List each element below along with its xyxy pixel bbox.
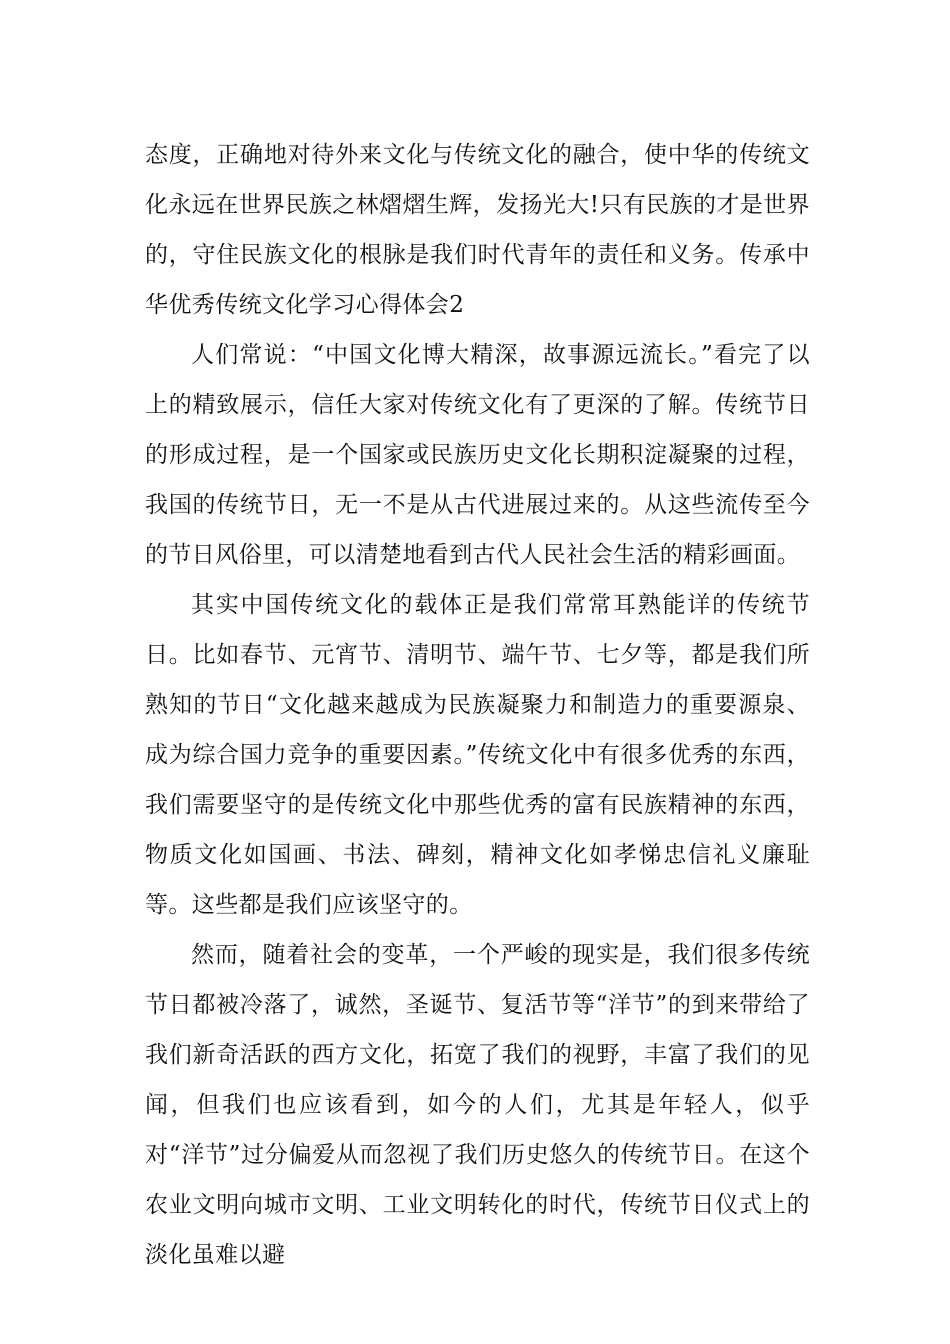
paragraph-festival-carrier: 其实中国传统文化的载体正是我们常常耳熟能详的传统节日。比如春节、元宵节、清明节、端午节、七夕等，都是我们所熟知的节日“文化越来越成为民族凝聚力和制造力的重要源泉、成为综合国力竞争的重要因素。”传统文化中有很多优秀的东西，我们需要坚守的是传统文化中那些优秀的富有民族精神的东西，物质文化如国画、书法、碑刻，精神文化如孝悌忠信礼义廉耻等。这些都是我们应该坚守的。 (145, 592, 810, 918)
paragraph-festival-neglect: 然而，随着社会的变革，一个严峻的现实是，我们很多传统节日都被冷落了，诚然，圣诞节、复活节等“洋节”的到来带给了我们新奇活跃的西方文化，拓宽了我们的视野，丰富了我们的见闻，但我们也应该看到，如今的人们，尤其是年轻人，似乎对“洋节”过分偏爱从而忽视了我们历史悠久的传统节日。在这个农业文明向城市文明、工业文明转化的时代，传统节日仪式上的淡化虽难以避 (145, 942, 810, 1268)
paragraph-festival-formation: 人们常说：“中国文化博大精深，故事源远流长。”看完了以上的精致展示，信任大家对传统文化有了更深的了解。传统节日的形成过程，是一个国家或民族历史文化长期积淀凝聚的过程，我国的传统节日，无一不是从古代进展过来的。从这些流传至今的节日风俗里，可以清楚地看到古代人民社会生活的精彩画面。 (145, 342, 810, 568)
paragraph-continuation: 态度，正确地对待外来文化与传统文化的融合，使中华的传统文化永远在世界民族之林熠熠生辉，发扬光大!只有民族的才是世界的，守住民族文化的根脉是我们时代青年的责任和义务。传承中华优秀传统文化学习心得体会2 (145, 142, 810, 318)
document-body (145, 130, 810, 1280)
